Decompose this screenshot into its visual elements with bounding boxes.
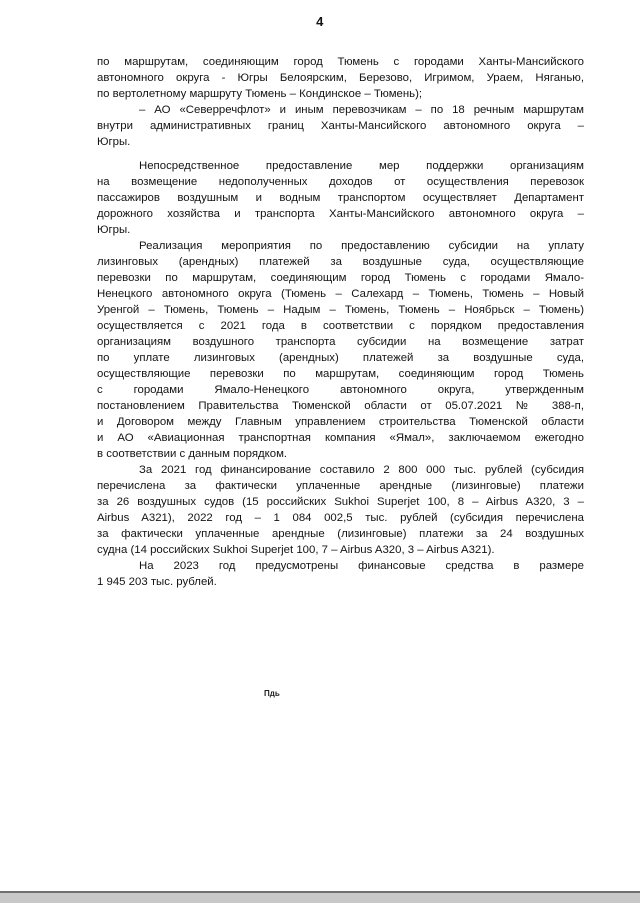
text-line: Ненецкого автономного округа (Тюмень – Салехард – Тюмень, Тюмень – Новый	[97, 288, 584, 300]
text-line: Непосредственное предоставление мер поддержки организациям	[139, 160, 584, 172]
text-line: осуществляется с 2021 года в соответствии с порядком предоставления	[97, 320, 584, 332]
paragraph	[97, 102, 584, 150]
text-line: перечислена за фактически уплаченные арендные (лизинговые) платежи	[97, 480, 584, 492]
text-line: и Договором между Главным управлением строительства Тюменской области	[97, 416, 584, 428]
text-line: и АО «Авиационная транспортная компания «Ямал», заключаемом ежегодно	[97, 432, 584, 444]
text-line: За 2021 год финансирование составило 2 800 000 тыс. рублей (субсидия	[139, 464, 584, 476]
text-line: судна (14 российских Sukhoi Superjet 100, 7 – Airbus A320, 3 – Airbus A321).	[97, 544, 495, 556]
text-line: осуществляющие перевозки по маршрутам, соединяющим город Тюмень	[97, 368, 584, 380]
text-line: автономного округа - Югры Белоярским, Березово, Игримом, Ураем, Няганью,	[97, 72, 584, 84]
text-line: пассажиров воздушным и водным транспортом осуществляет Департамент	[97, 192, 584, 204]
text-line: с городами Ямало-Ненецкого автономного округа, утвержденным	[97, 384, 584, 396]
text-line: за 26 воздушных судов (15 российских Sukhoi Superjet 100, 8 – Airbus A320, 3 –	[97, 496, 584, 508]
text-line: – АО «Северречфлот» и иным перевозчикам – по 18 речным маршрутам	[139, 104, 584, 116]
scan-bottom-shade	[0, 893, 640, 903]
text-line: на возмещение недополученных доходов от осуществления перевозок	[97, 176, 584, 188]
paragraph-gap	[97, 150, 584, 158]
text-line: лизинговых (арендных) платежей за воздушные суда, осуществляющие	[97, 256, 584, 268]
footer-mark: Пдь	[264, 689, 280, 698]
text-line: Югры.	[97, 224, 131, 236]
text-line: за фактически уплаченные арендные (лизинговые) платежи за 24 воздушных	[97, 528, 584, 540]
text-line: внутри административных границ Ханты-Мансийского автономного округа –	[97, 120, 584, 132]
text-line: по маршрутам, соединяющим город Тюмень с городами Ханты-Мансийского	[97, 56, 584, 68]
page-number: 4	[316, 14, 324, 29]
text-line: по уплате лизинговых (арендных) платежей за воздушные суда,	[97, 352, 584, 364]
text-line: Югры.	[97, 136, 131, 148]
text-line: организациям воздушного транспорта субсидии на возмещение затрат	[97, 336, 584, 348]
paragraph	[97, 238, 584, 462]
paragraph	[97, 158, 584, 238]
text-line: дорожного хозяйства и транспорта Ханты-Мансийского автономного округа –	[97, 208, 584, 220]
text-line: Уренгой – Тюмень, Тюмень – Надым – Тюмень, Тюмень – Ноябрьск – Тюмень)	[97, 304, 584, 316]
paragraph	[97, 462, 584, 590]
text-line: Airbus A321), 2022 год – 1 084 002,5 тыс. рублей (субсидия перечислена	[97, 512, 584, 524]
text-line: 1 945 203 тыс. рублей.	[97, 576, 217, 588]
paragraph	[97, 54, 584, 102]
text-line: перевозки по маршрутам, соединяющим город Тюмень с городами Ямало-	[97, 272, 584, 284]
document-body	[97, 54, 584, 590]
text-line: постановлением Правительства Тюменской области от 05.07.2021 № 388-п,	[97, 400, 584, 412]
text-line: в соответствии с данным порядком.	[97, 448, 288, 460]
text-line: На 2023 год предусмотрены финансовые средства в размере	[139, 560, 584, 572]
text-line: по вертолетному маршруту Тюмень – Кондинское – Тюмень);	[97, 88, 423, 100]
text-line: Реализация мероприятия по предоставлению субсидии на уплату	[139, 240, 584, 252]
